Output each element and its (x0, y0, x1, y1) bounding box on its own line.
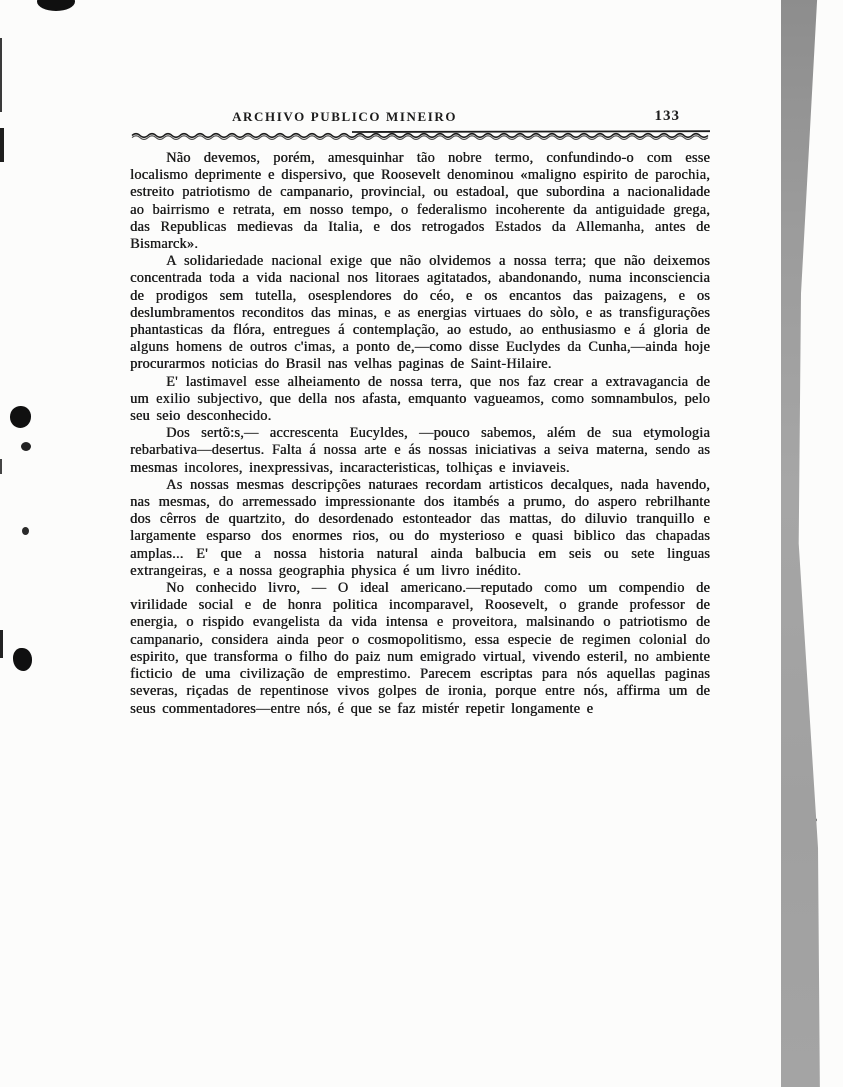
paragraph: No conhecido livro, — O ideal americano.—reputado como um compendio de virilidade social e de honra politica incomparavel, Roosevelt, o grande professor de energia, o rispido evangelista da vida intensa e proveitora, malsinando o patriotismo de campanario, considera ainda peor o cosmopolitismo, essa especie de regimen colonial do espirito, que transforma o filho do paiz num emigrado virtual, vivendo esteril, no ambiente ficticio de uma civilização de emprestimo. Parecem escriptas para nós aquellas paginas severas, riçadas de repentinose vivos golpes de ironia, porque entre nós, affirma um de seus commentadores—entre nós, é que se faz mistér repetir longamente e (130, 580, 710, 717)
page-content (130, 0, 710, 718)
page-text (130, 150, 710, 718)
page-edge-mark (0, 38, 2, 112)
ink-blot-margin (22, 527, 29, 535)
ink-blot-margin (13, 648, 32, 671)
page-edge-mark (0, 459, 2, 474)
ink-blot-margin (10, 406, 31, 428)
ink-blot-margin (21, 442, 31, 451)
paragraph: Não devemos, porém, amesquinhar tão nobre termo, confundindo-o com esse localismo deprimente e dispersivo, que Roosevelt denominou «maligno espirito de parochia, estreito patriotismo de campanario, provincial, ou estadoal, que subordina a nacionalidade ao bairrismo e retrata, em nosso tempo, o federalismo incoherente da antiguidade grega, das Republicas medievas da Italia, e dos retrogados Estados da Allemanha, antes de Bismarck». (130, 150, 710, 253)
paragraph: Dos sertõ:s,— accrescenta Eucyldes, —pouco sabemos, além de sua etymologia rebarbativa—desertus. Falta á nossa arte e ás nossas iniciativas a seiva materna, sendo as mesmas incolores, inexpressivas, incaracteristicas, tolhiças e inviaveis. (130, 425, 710, 476)
header-rule (130, 129, 710, 141)
paragraph: As nossas mesmas descripções naturaes recordam artisticos decalques, nada havendo, nas mesmas, do arremessado impressionante dos itambés a prumo, do aspero rebrilhante dos cêrros de quartzito, do desordenado estonteador das mattas, do diluvio tranquillo e largamente esparso dos enormes rios, ou do mysterioso e quasi biblico das chapadas amplas... E' que a nossa historia natural ainda balbucia em seis ou sete linguas extrangeiras, e a nossa geographia physica é um livro inédito. (130, 476, 710, 579)
book-gutter-shadow (778, 0, 824, 1087)
ink-blot-top-left (37, 0, 75, 11)
page-number: 133 (654, 108, 680, 124)
page-header (130, 109, 710, 127)
page-edge-mark (0, 128, 4, 162)
paragraph: E' lastimavel esse alheiamento de nossa terra, que nos faz crear a extravagancia de um exilio subjectivo, que della nos afasta, emquanto vagueamos, como somnambulos, pelo seu seio desconhecido. (130, 373, 710, 425)
page-edge-mark (0, 630, 3, 658)
running-title: ARCHIVO PUBLICO MINEIRO (232, 109, 458, 124)
paragraph: A solidariedade nacional exige que não olvidemos a nossa terra; que não deixemos concentrada toda a vida nacional nos litoraes agitatados, abandonando, numa inconsciencia de prodigos sem tutella, osesplendores do céo, e os encantos das paizagens, e os deslumbramentos reconditos das minas, e as energias virtuaes do sòlo, e as transfigurações phantasticas da flóra, entregues á contemplação, ao estudo, ao enthusiasmo e á gloria de alguns homens de outros c'imas, a ponto de,—como disse Euclydes da Cunha,—ainda hoje procurarmos noticias do Brasil nas velhas paginas de Saint-Hilaire. (130, 253, 710, 373)
